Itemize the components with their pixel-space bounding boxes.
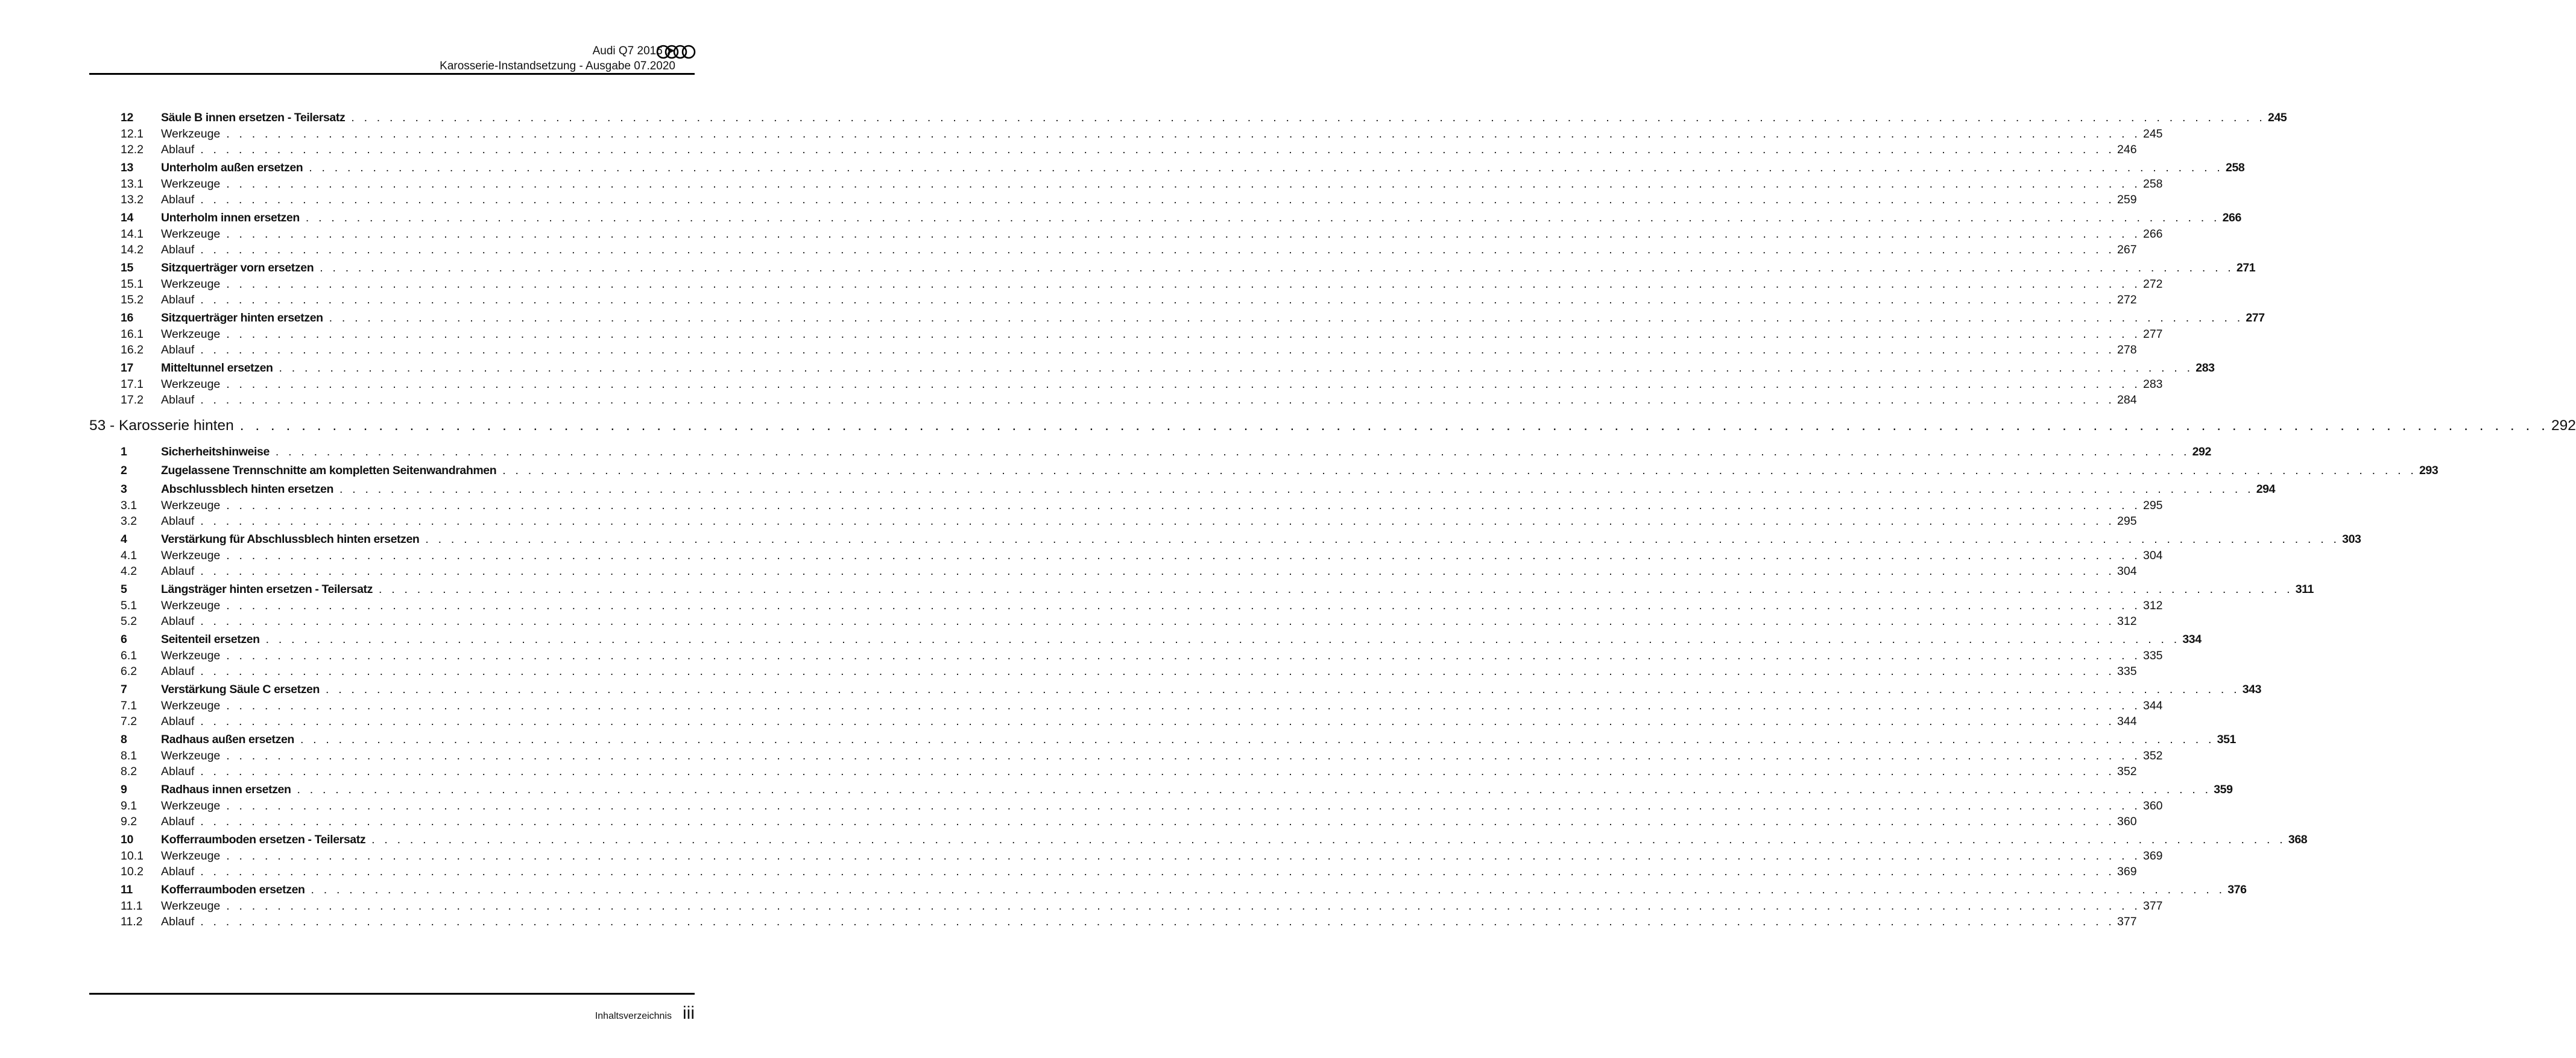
entry-page: 293 xyxy=(2419,464,2439,477)
entry-number: 17 xyxy=(121,361,133,375)
entry-page: 292 xyxy=(2551,417,2576,434)
entry-page: 295 xyxy=(2117,515,2137,528)
entry-page: 292 xyxy=(2192,445,2211,458)
dot-leader: . . . . . . . . . . . . . . . . . . . . . . . . . . . . . . . . . . . . . . . . . . . . . . . . . . . . . . . . . . . . . . . . . . . . . . . . . . . . . . . . . . . . . . . . . . . . . . . . . . . . . . . . . . . . . . . . . . . . . . . . . . . . . . . . . . . . . . . . . . . . . . . . . . . . . . xyxy=(200,243,2115,256)
entry-number: 16 xyxy=(121,311,133,325)
dot-leader: . . . . . . . . . . . . . . . . . . . . . . . . . . . . . . . . . . . . . . . . . . . . . . . . . . . . . . . . . . . . . . . . . . . . . . . . . . . . . . . . . . . . . . . . . . . . . . . . . . . . . . . . . . . . . . . . . . . . . . . . . . . . . . . . . . . . . . . . . . . . . . . . . . . . . . xyxy=(226,378,2141,391)
entry-page: 266 xyxy=(2142,227,2163,241)
entry-title: Ablauf xyxy=(161,615,195,628)
toc-entry[interactable] xyxy=(89,549,2163,565)
entry-number: 16.2 xyxy=(121,343,144,356)
entry-number: 12 xyxy=(121,111,133,124)
toc-entry[interactable] xyxy=(89,649,2163,665)
entry-page: 294 xyxy=(2256,483,2276,496)
toc-entry[interactable] xyxy=(89,209,2241,227)
entry-page: 344 xyxy=(2142,699,2163,712)
entry-title: Verstärkung Säule C ersetzen xyxy=(161,683,320,696)
toc-entry[interactable] xyxy=(89,599,2163,615)
entry-number: 14 xyxy=(121,211,133,224)
entry-title: Sicherheitshinweise xyxy=(161,445,270,458)
entry-number: 7.2 xyxy=(121,715,137,728)
dot-leader: . . . . . . . . . . . . . . . . . . . . . . . . . . . . . . . . . . . . . . . . . . . . . . . . . . . . . . . . . . . . . . . . . . . . . . . . . . . . . . . . . . . . . . . . . . . . . . . . . . . . . . . . . . . . . . . . . . . . . . . . . . . . . . . . . . . . . . . . . . . . . . . . . . . . . . xyxy=(265,633,2180,646)
entry-title: Werkzeuge xyxy=(161,378,221,391)
entry-page: 258 xyxy=(2226,161,2245,174)
entry-number: 5.1 xyxy=(121,599,137,612)
toc-entry[interactable] xyxy=(89,328,2163,343)
toc-entry[interactable] xyxy=(89,615,2137,630)
toc-entry[interactable] xyxy=(89,915,2137,931)
page-header xyxy=(440,43,675,74)
entry-title: Unterholm innen ersetzen xyxy=(161,211,300,224)
toc-entry[interactable] xyxy=(89,630,2202,649)
toc-entry[interactable] xyxy=(89,480,2276,499)
entry-number: 4.1 xyxy=(121,549,137,562)
dot-leader: . . . . . . . . . . . . . . . . . . . . . . . . . . . . . . . . . . . . . . . . . . . . . . . . . . . . . . . . . . . . . . . . . . . . . . . . . . . . . . . . . . . . . . . . . . . . . . . . . . . . . . . . . . . . . . . . . . . . . . . . . . . . . . . . . . . . . . . . . . . . . . . . . . . . . . xyxy=(279,361,2194,375)
entry-number: 13 xyxy=(121,161,133,174)
toc-entry[interactable] xyxy=(89,865,2137,881)
dot-leader: . . . . . . . . . . . . . . . . . . . . . . . . . . . . . . . . . . . . . . . . . . . . . . . . . . . . . . . . . . . . . . . . . . . . . . . . . . . . . . . . . . . . . . . . . . . . . . . . . . . . . . . . . . . . . . . . . . . . . . . . . . . . . . . . . . . . . . . . . . . . . . . . . . . . . . xyxy=(226,599,2141,612)
dot-leader: . . . . . . . . . . . . . . . . . . . . . . . . . . . . . . . . . . . . . . . . . . . . . . . . . . . . . . . . . . . . . . . . . . . . . . . . . . . . . . . . . . . . . . . . . . . . . . . . . . . . . . . . . . . . . . . . . . . . . . . . . . . . . . . . . . . . . . . . . . . . . . . . . . . . . . xyxy=(200,865,2115,878)
dot-leader: . . . . . . . . . . . . . . . . . . . . . . . . . . . . . . . . . . . . . . . . . . . . . . . . . . . . . . . . . . . . . . . . . . . . . . . . . . . . . . . . . . . . . . . . . . . . . . . . . . . . . . . . . . . . . . . . . . . . . . . . . . . . . . . . . . . . . . . . . . . . . . . . . . . . . . xyxy=(200,715,2115,728)
entry-number: 3 xyxy=(121,483,127,496)
entry-title: Mitteltunnel ersetzen xyxy=(161,361,273,375)
entry-page: 304 xyxy=(2142,549,2163,562)
entry-page: 258 xyxy=(2142,177,2163,191)
entry-number: 9.1 xyxy=(121,799,137,813)
dot-leader: . . . . . . . . . . . . . . . . . . . . . . . . . . . . . . . . . . . . . . . . . . . . . . . . . . . . . . . . . . . . . . . . . . . . . . . . . . . . . . . . . . . . . . . . . . . . . . . . . . . . . . . . . . . . . . . . . . . . . . . . . . . . . . . . . . . . . . . . . . . . . . . . . . . . . . xyxy=(200,565,2115,578)
entry-title: Sitzquerträger vorn ersetzen xyxy=(161,261,314,274)
dot-leader: . . . . . . . . . . . . . . . . . . . . . . . . . . . . . . . . . . . . . . . . . . . . . . . . . . . . . . . . . . . . . . . . . . . . . . . . . . . . . . . . . . . . . . . . . . . . . . . . . . . . . . . . . . . . . . . . . . . . . . . . . . . . . . . . . . . . . . . . . . . . . . . . . . . . . . xyxy=(200,343,2115,356)
dot-leader: . . . . . . . . . . . . . . . . . . . . . . . . . . . . . . . . . . . . . . . . . . . . . . . . . . . . . . . . . . . . . . . . . . . . . . . . . . . . . . . . . . . . . . . . . . . . . . . . . . . . . . . . . . . . . . . . . . . . . . . . . . . . . . . . . . . . . . . . . . . . . . . . . . . . . . xyxy=(200,293,2115,306)
dot-leader: . . . . . . . . . . . . . . . . . . . . . . . . . . . . . . . . . . . . . . . . . . . . . . . . . . . . . . . . . . . . . . . . . . . . . . . . . . . . . . . . . . . . . . . . . . . . . . . . . . . . . . . . . . . . . . . . . . . . . . . . . . . . . . . . . . . . . . . . . . . . . . . . . . . . . . xyxy=(200,193,2115,206)
entry-number: 15 xyxy=(121,261,133,274)
header-model: Audi Q7 2016 ➤ xyxy=(592,45,675,57)
entry-page: 271 xyxy=(2236,261,2256,274)
entry-page: 377 xyxy=(2142,899,2163,913)
entry-page: 283 xyxy=(2196,361,2215,375)
entry-title: Ablauf xyxy=(161,343,195,356)
entry-page: 360 xyxy=(2142,799,2163,813)
entry-number: 7.1 xyxy=(121,699,137,712)
page-number: iii xyxy=(683,1003,695,1023)
entry-page: 284 xyxy=(2117,393,2137,407)
entry-page: 369 xyxy=(2142,849,2163,863)
toc-entry[interactable] xyxy=(89,715,2137,730)
toc-entry[interactable] xyxy=(89,515,2137,530)
dot-leader: . . . . . . . . . . . . . . . . . . . . . . . . . . . . . . . . . . . . . . . . . . . . . . . . . . . . . . . . . . . . . . . . . . . . . . . . . . . . . . . . . . . . . . . . . . . . . . . . . . . . . . . . . . . . . . . . . . . . . . . . . . . . . . . . . . . . . . . . . . . . . . . . . . . . . . xyxy=(226,649,2141,662)
entry-number: 14.1 xyxy=(121,227,144,241)
entry-number: 4.2 xyxy=(121,565,137,578)
entry-number: 14.2 xyxy=(121,243,144,256)
entry-title: 53 - Karosserie hinten xyxy=(89,417,234,434)
entry-title: Werkzeuge xyxy=(161,649,221,662)
toc-entry[interactable] xyxy=(89,193,2137,209)
dot-leader: . . . . . . . . . . . . . . . . . . . . . . . . . . . . . . . . . . . . . . . . . . . . . . . . . . . . . . . . . . . . . . . . . . . . . . . . . . . . . . . . . . . . . . . . . . . . . . . . . . . . . . . . . . . . . . . . . . . . . . . . . . . . . . . . . . . . . . . . . . . . . . . . . . . . . . xyxy=(275,445,2190,458)
entry-title: Werkzeuge xyxy=(161,127,221,141)
entry-title: Ablauf xyxy=(161,665,195,678)
entry-title: Ablauf xyxy=(161,865,195,878)
dot-leader: . . . . . . . . . . . . . . . . . . . . . . . . . . . . . . . . . . . . . . . . . . . . . . . . . . . . . . . . . . . . . . . . . . . . . . . . . . . . . . . . . . . . . . . . . . . . . . . . . . . . . . . . . . . . . . . . . . . . . . . . . . . . . . . . . . . . . . . . . . . . . . . . . . . . . . xyxy=(339,483,2254,496)
dot-leader: . . . . . . . . . . . . . . . . . . . . . . . . . . . . . . . . . . . . . . . . . . . . . . . . . . . . . . . . . . . . . . . . . . . . . . . . . . . . . . . . . . . . . . . . . . . . . . . . . . . . . . . . . . . . . . . . . . . . . . . . . . . . . . . . . . . . . . . . . . . . . . . . . . . . . . xyxy=(226,749,2141,762)
entry-title: Ablauf xyxy=(161,143,195,156)
dot-leader: . . . . . . . . . . . . . . . . . . . . . . . . . . . . . . . . . . . . . . . . . . . . . . . . . . . . . . . . . . . . . . . . . . . . . . . . . . . . . . . . . . . . . . . . . . . . . . . . . . . . . . . . . . . . . . . . . . . . . . . . . . . . . . . . . . . . . . . . . . . . . . . . . . . . . . xyxy=(200,815,2115,828)
entry-title: Seitenteil ersetzen xyxy=(161,633,260,646)
table-of-contents xyxy=(89,109,2576,931)
dot-leader: . . . . . . . . . . . . . . . . . . . . . . . . . . . . . . . . . . . . . . . . . . . . . . . . . . . . . . . . . . . . . . . . . . . . . . . . . . . . . . . . . . . . . . . . . . . . . . . . . . . . . . . . . . . . . . . . . . . . . . . . . . . . . . . . . . . . . . . . . . . . . . . . . . . . . . xyxy=(326,683,2240,696)
entry-number: 9 xyxy=(121,783,127,796)
entry-number: 12.2 xyxy=(121,143,144,156)
entry-page: 334 xyxy=(2182,633,2202,646)
dot-leader: . . . . . . . . . . . . . . . . . . . . . . . . . . . . . . . . . . . . . . . . . . . . . . . . . . . . . . . . . . . . . . . . . . . . . . . . . . . . . . . . . . . . . . . . . . . . . . . . . . . . . . . . . . . . . . . . . . . . . . . . . . . . . . . . . . . . . . . . . . . . . . . . . . . . . . xyxy=(320,261,2234,274)
toc-entry[interactable] xyxy=(89,359,2215,378)
toc-entry[interactable] xyxy=(89,443,2211,461)
entry-title: Ablauf xyxy=(161,565,195,578)
toc-entry[interactable] xyxy=(89,293,2137,309)
toc-entry[interactable] xyxy=(89,815,2137,831)
dot-leader: . . . . . . . . . . . . . . . . . . . . . . . . . . . . . . . . . . . . . . . . . . . . . . . . . . . . . . . . . . . . . . . . . . . . . . . . . . . . . . . . . . . . . . . . . . . . . . . . . . . . . . . . . . . . . . . . . . . . . . . . . . . . . . . . . . . . . . . . . . . . . . . . . . . . . . xyxy=(297,783,2212,796)
dot-leader: . . . . . . . . . . . . . . . . . . . . . . . . . . . . . . . . . . . . . . . . . . . . . . . . . . . . . . . . . . . . . . . . . . . . . . . . . . . . . . . . . . . . . . . . . . . . . . . . . . . . . . . . . . . . . . . . . . . . . . . . . . . . . . . . . . . . . . . . . . . . . . . . . . . . . . xyxy=(351,111,2266,124)
entry-number: 3.1 xyxy=(121,499,137,512)
entry-page: 303 xyxy=(2342,533,2361,546)
audi-logo-icon xyxy=(656,45,696,59)
entry-page: 295 xyxy=(2142,499,2163,512)
entry-number: 5.2 xyxy=(121,615,137,628)
entry-page: 351 xyxy=(2217,733,2236,746)
entry-page: 277 xyxy=(2246,311,2265,325)
entry-title: Werkzeuge xyxy=(161,699,221,712)
toc-entry[interactable] xyxy=(89,730,2236,749)
toc-entry[interactable] xyxy=(89,831,2308,849)
dot-leader: . . . . . . . . . . . . . . . . . . . . . . . . . . . . . . . . . . . . . . . . . . . . . . . . . . . . . . . . . . . . . . . . . . . . . . . . . . . . . . . . . . . . . . . . . . . . . . . . . . . . . . . . . . . . . . . . . . . . . . . . . . . . . . . . . . . . . . . . . . . . . . . . . . . . . . xyxy=(239,417,2549,434)
dot-leader: . . . . . . . . . . . . . . . . . . . . . . . . . . . . . . . . . . . . . . . . . . . . . . . . . . . . . . . . . . . . . . . . . . . . . . . . . . . . . . . . . . . . . . . . . . . . . . . . . . . . . . . . . . . . . . . . . . . . . . . . . . . . . . . . . . . . . . . . . . . . . . . . . . . . . . xyxy=(311,883,2226,896)
entry-number: 6 xyxy=(121,633,127,646)
entry-number: 13.1 xyxy=(121,177,144,191)
entry-number: 10.1 xyxy=(121,849,144,863)
entry-page: 377 xyxy=(2117,915,2137,928)
entry-page: 311 xyxy=(2295,583,2314,596)
entry-title: Werkzeuge xyxy=(161,277,221,291)
entry-title: Ablauf xyxy=(161,293,195,306)
toc-entry[interactable] xyxy=(89,899,2163,915)
toc-entry[interactable] xyxy=(89,243,2137,259)
entry-title: Radhaus außen ersetzen xyxy=(161,733,294,746)
entry-page: 259 xyxy=(2117,193,2137,206)
toc-entry[interactable] xyxy=(89,109,2287,127)
dot-leader: . . . . . . . . . . . . . . . . . . . . . . . . . . . . . . . . . . . . . . . . . . . . . . . . . . . . . . . . . . . . . . . . . . . . . . . . . . . . . . . . . . . . . . . . . . . . . . . . . . . . . . . . . . . . . . . . . . . . . . . . . . . . . . . . . . . . . . . . . . . . . . . . . . . . . . xyxy=(226,699,2141,712)
toc-entry[interactable] xyxy=(89,159,2245,177)
entry-number: 10.2 xyxy=(121,865,144,878)
entry-number: 8.1 xyxy=(121,749,137,762)
toc-entry[interactable] xyxy=(89,277,2163,293)
entry-number: 11.2 xyxy=(121,915,143,928)
entry-number: 8 xyxy=(121,733,127,746)
dot-leader: . . . . . . . . . . . . . . . . . . . . . . . . . . . . . . . . . . . . . . . . . . . . . . . . . . . . . . . . . . . . . . . . . . . . . . . . . . . . . . . . . . . . . . . . . . . . . . . . . . . . . . . . . . . . . . . . . . . . . . . . . . . . . . . . . . . . . . . . . . . . . . . . . . . . . . xyxy=(200,393,2115,407)
entry-title: Kofferraumboden ersetzen xyxy=(161,883,305,896)
entry-page: 245 xyxy=(2142,127,2163,141)
entry-number: 3.2 xyxy=(121,515,137,528)
dot-leader: . . . . . . . . . . . . . . . . . . . . . . . . . . . . . . . . . . . . . . . . . . . . . . . . . . . . . . . . . . . . . . . . . . . . . . . . . . . . . . . . . . . . . . . . . . . . . . . . . . . . . . . . . . . . . . . . . . . . . . . . . . . . . . . . . . . . . . . . . . . . . . . . . . . . . . xyxy=(226,127,2141,141)
entry-title: Werkzeuge xyxy=(161,799,221,813)
entry-number: 15.1 xyxy=(121,277,144,291)
dot-leader: . . . . . . . . . . . . . . . . . . . . . . . . . . . . . . . . . . . . . . . . . . . . . . . . . . . . . . . . . . . . . . . . . . . . . . . . . . . . . . . . . . . . . . . . . . . . . . . . . . . . . . . . . . . . . . . . . . . . . . . . . . . . . . . . . . . . . . . . . . . . . . . . . . . . . . xyxy=(226,549,2141,562)
toc-entry[interactable] xyxy=(89,143,2137,159)
dot-leader: . . . . . . . . . . . . . . . . . . . . . . . . . . . . . . . . . . . . . . . . . . . . . . . . . . . . . . . . . . . . . . . . . . . . . . . . . . . . . . . . . . . . . . . . . . . . . . . . . . . . . . . . . . . . . . . . . . . . . . . . . . . . . . . . . . . . . . . . . . . . . . . . . . . . . . xyxy=(226,849,2141,863)
entry-number: 11.1 xyxy=(121,899,143,913)
toc-entry[interactable] xyxy=(89,699,2163,715)
toc-entry[interactable] xyxy=(89,127,2163,143)
entry-page: 312 xyxy=(2142,599,2163,612)
entry-number: 7 xyxy=(121,683,127,696)
dot-leader: . . . . . . . . . . . . . . . . . . . . . . . . . . . . . . . . . . . . . . . . . . . . . . . . . . . . . . . . . . . . . . . . . . . . . . . . . . . . . . . . . . . . . . . . . . . . . . . . . . . . . . . . . . . . . . . . . . . . . . . . . . . . . . . . . . . . . . . . . . . . . . . . . . . . . . xyxy=(226,227,2141,241)
dot-leader: . . . . . . . . . . . . . . . . . . . . . . . . . . . . . . . . . . . . . . . . . . . . . . . . . . . . . . . . . . . . . . . . . . . . . . . . . . . . . . . . . . . . . . . . . . . . . . . . . . . . . . . . . . . . . . . . . . . . . . . . . . . . . . . . . . . . . . . . . . . . . . . . . . . . . . xyxy=(329,311,2244,325)
toc-entry[interactable] xyxy=(89,227,2163,243)
entry-page: 344 xyxy=(2117,715,2137,728)
entry-title: Ablauf xyxy=(161,715,195,728)
toc-entry[interactable] xyxy=(89,765,2137,781)
dot-leader: . . . . . . . . . . . . . . . . . . . . . . . . . . . . . . . . . . . . . . . . . . . . . . . . . . . . . . . . . . . . . . . . . . . . . . . . . . . . . . . . . . . . . . . . . . . . . . . . . . . . . . . . . . . . . . . . . . . . . . . . . . . . . . . . . . . . . . . . . . . . . . . . . . . . . . xyxy=(200,765,2115,778)
entry-number: 6.1 xyxy=(121,649,137,662)
entry-number: 12.1 xyxy=(121,127,144,141)
entry-title: Werkzeuge xyxy=(161,749,221,762)
entry-title: Verstärkung für Abschlussblech hinten ersetzen xyxy=(161,533,420,546)
entry-page: 335 xyxy=(2142,649,2163,662)
entry-page: 246 xyxy=(2117,143,2137,156)
entry-number: 17.2 xyxy=(121,393,144,407)
dot-leader: . . . . . . . . . . . . . . . . . . . . . . . . . . . . . . . . . . . . . . . . . . . . . . . . . . . . . . . . . . . . . . . . . . . . . . . . . . . . . . . . . . . . . . . . . . . . . . . . . . . . . . . . . . . . . . . . . . . . . . . . . . . . . . . . . . . . . . . . . . . . . . . . . . . . . . xyxy=(226,177,2141,191)
entry-number: 4 xyxy=(121,533,127,546)
dot-leader: . . . . . . . . . . . . . . . . . . . . . . . . . . . . . . . . . . . . . . . . . . . . . . . . . . . . . . . . . . . . . . . . . . . . . . . . . . . . . . . . . . . . . . . . . . . . . . . . . . . . . . . . . . . . . . . . . . . . . . . . . . . . . . . . . . . . . . . . . . . . . . . . . . . . . . xyxy=(200,915,2115,928)
entry-page: 369 xyxy=(2117,865,2137,878)
toc-entry[interactable] xyxy=(89,259,2256,277)
entry-title: Ablauf xyxy=(161,193,195,206)
toc-entry[interactable] xyxy=(89,499,2163,515)
header-manual-title: Karosserie-Instandsetzung - Ausgabe 07.2020 xyxy=(440,60,675,72)
dot-leader: . . . . . . . . . . . . . . . . . . . . . . . . . . . . . . . . . . . . . . . . . . . . . . . . . . . . . . . . . . . . . . . . . . . . . . . . . . . . . . . . . . . . . . . . . . . . . . . . . . . . . . . . . . . . . . . . . . . . . . . . . . . . . . . . . . . . . . . . . . . . . . . . . . . . . . xyxy=(379,583,2293,596)
entry-title: Zugelassene Trennschnitte am kompletten Seitenwandrahmen xyxy=(161,464,497,477)
dot-leader: . . . . . . . . . . . . . . . . . . . . . . . . . . . . . . . . . . . . . . . . . . . . . . . . . . . . . . . . . . . . . . . . . . . . . . . . . . . . . . . . . . . . . . . . . . . . . . . . . . . . . . . . . . . . . . . . . . . . . . . . . . . . . . . . . . . . . . . . . . . . . . . . . . . . . . xyxy=(200,665,2115,678)
entry-title: Unterholm außen ersetzen xyxy=(161,161,303,174)
entry-title: Werkzeuge xyxy=(161,227,221,241)
toc-entry[interactable] xyxy=(89,378,2163,393)
entry-title: Radhaus innen ersetzen xyxy=(161,783,291,796)
dot-leader: . . . . . . . . . . . . . . . . . . . . . . . . . . . . . . . . . . . . . . . . . . . . . . . . . . . . . . . . . . . . . . . . . . . . . . . . . . . . . . . . . . . . . . . . . . . . . . . . . . . . . . . . . . . . . . . . . . . . . . . . . . . . . . . . . . . . . . . . . . . . . . . . . . . . . . xyxy=(226,499,2141,512)
dot-leader: . . . . . . . . . . . . . . . . . . . . . . . . . . . . . . . . . . . . . . . . . . . . . . . . . . . . . . . . . . . . . . . . . . . . . . . . . . . . . . . . . . . . . . . . . . . . . . . . . . . . . . . . . . . . . . . . . . . . . . . . . . . . . . . . . . . . . . . . . . . . . . . . . . . . . . xyxy=(226,328,2141,341)
dot-leader: . . . . . . . . . . . . . . . . . . . . . . . . . . . . . . . . . . . . . . . . . . . . . . . . . . . . . . . . . . . . . . . . . . . . . . . . . . . . . . . . . . . . . . . . . . . . . . . . . . . . . . . . . . . . . . . . . . . . . . . . . . . . . . . . . . . . . . . . . . . . . . . . . . . . . . xyxy=(226,899,2141,913)
entry-title: Ablauf xyxy=(161,815,195,828)
footer-rule xyxy=(89,993,695,995)
entry-title: Werkzeuge xyxy=(161,328,221,341)
toc-entry[interactable] xyxy=(89,665,2137,680)
entry-page: 368 xyxy=(2288,833,2308,846)
entry-page: 360 xyxy=(2117,815,2137,828)
entry-page: 352 xyxy=(2142,749,2163,762)
dot-leader: . . . . . . . . . . . . . . . . . . . . . . . . . . . . . . . . . . . . . . . . . . . . . . . . . . . . . . . . . . . . . . . . . . . . . . . . . . . . . . . . . . . . . . . . . . . . . . . . . . . . . . . . . . . . . . . . . . . . . . . . . . . . . . . . . . . . . . . . . . . . . . . . . . . . . . xyxy=(226,799,2141,813)
toc-entry[interactable] xyxy=(89,530,2361,549)
entry-page: 283 xyxy=(2142,378,2163,391)
entry-title: Ablauf xyxy=(161,915,195,928)
entry-title: Werkzeuge xyxy=(161,899,221,913)
entry-title: Werkzeuge xyxy=(161,849,221,863)
toc-entry[interactable] xyxy=(89,580,2314,599)
entry-number: 1 xyxy=(121,445,127,458)
toc-entry[interactable] xyxy=(89,799,2163,815)
toc-entry[interactable] xyxy=(89,565,2137,580)
entry-page: 376 xyxy=(2227,883,2247,896)
header-rule xyxy=(89,73,695,75)
entry-title: Werkzeuge xyxy=(161,177,221,191)
dot-leader: . . . . . . . . . . . . . . . . . . . . . . . . . . . . . . . . . . . . . . . . . . . . . . . . . . . . . . . . . . . . . . . . . . . . . . . . . . . . . . . . . . . . . . . . . . . . . . . . . . . . . . . . . . . . . . . . . . . . . . . . . . . . . . . . . . . . . . . . . . . . . . . . . . . . . . xyxy=(300,733,2215,746)
toc-entry[interactable] xyxy=(89,343,2137,359)
entry-page: 352 xyxy=(2117,765,2137,778)
entry-page: 266 xyxy=(2222,211,2241,224)
toc-entry[interactable] xyxy=(89,749,2163,765)
toc-chapter[interactable] xyxy=(89,409,2576,442)
toc-entry[interactable] xyxy=(89,177,2163,193)
entry-number: 10 xyxy=(121,833,133,846)
entry-page: 343 xyxy=(2242,683,2262,696)
toc-entry[interactable] xyxy=(89,849,2163,865)
entry-page: 304 xyxy=(2117,565,2137,578)
entry-page: 278 xyxy=(2117,343,2137,356)
entry-number: 2 xyxy=(121,464,127,477)
entry-title: Werkzeuge xyxy=(161,599,221,612)
toc-entry[interactable] xyxy=(89,680,2262,699)
entry-number: 9.2 xyxy=(121,815,137,828)
entry-title: Sitzquerträger hinten ersetzen xyxy=(161,311,323,325)
dot-leader: . . . . . . . . . . . . . . . . . . . . . . . . . . . . . . . . . . . . . . . . . . . . . . . . . . . . . . . . . . . . . . . . . . . . . . . . . . . . . . . . . . . . . . . . . . . . . . . . . . . . . . . . . . . . . . . . . . . . . . . . . . . . . . . . . . . . . . . . . . . . . . . . . . . . . . xyxy=(305,211,2220,224)
toc-entry[interactable] xyxy=(89,393,2137,409)
dot-leader: . . . . . . . . . . . . . . . . . . . . . . . . . . . . . . . . . . . . . . . . . . . . . . . . . . . . . . . . . . . . . . . . . . . . . . . . . . . . . . . . . . . . . . . . . . . . . . . . . . . . . . . . . . . . . . . . . . . . . . . . . . . . . . . . . . . . . . . . . . . . . . . . . . . . . . xyxy=(226,277,2141,291)
entry-page: 335 xyxy=(2117,665,2137,678)
entry-title: Säule B innen ersetzen - Teilersatz xyxy=(161,111,346,124)
toc-entry[interactable] xyxy=(89,309,2265,328)
dot-leader: . . . . . . . . . . . . . . . . . . . . . . . . . . . . . . . . . . . . . . . . . . . . . . . . . . . . . . . . . . . . . . . . . . . . . . . . . . . . . . . . . . . . . . . . . . . . . . . . . . . . . . . . . . . . . . . . . . . . . . . . . . . . . . . . . . . . . . . . . . . . . . . . . . . . . . xyxy=(200,615,2115,628)
dot-leader: . . . . . . . . . . . . . . . . . . . . . . . . . . . . . . . . . . . . . . . . . . . . . . . . . . . . . . . . . . . . . . . . . . . . . . . . . . . . . . . . . . . . . . . . . . . . . . . . . . . . . . . . . . . . . . . . . . . . . . . . . . . . . . . . . . . . . . . . . . . . . . . . . . . . . . xyxy=(425,533,2340,546)
entry-title: Längsträger hinten ersetzen - Teilersatz xyxy=(161,583,373,596)
entry-number: 16.1 xyxy=(121,328,144,341)
entry-title: Ablauf xyxy=(161,765,195,778)
entry-title: Abschlussblech hinten ersetzen xyxy=(161,483,333,496)
entry-title: Kofferraumboden ersetzen - Teilersatz xyxy=(161,833,366,846)
entry-title: Werkzeuge xyxy=(161,549,221,562)
dot-leader: . . . . . . . . . . . . . . . . . . . . . . . . . . . . . . . . . . . . . . . . . . . . . . . . . . . . . . . . . . . . . . . . . . . . . . . . . . . . . . . . . . . . . . . . . . . . . . . . . . . . . . . . . . . . . . . . . . . . . . . . . . . . . . . . . . . . . . . . . . . . . . . . . . . . . . xyxy=(200,515,2115,528)
entry-title: Ablauf xyxy=(161,243,195,256)
entry-page: 359 xyxy=(2214,783,2233,796)
toc-entry[interactable] xyxy=(89,881,2247,899)
entry-number: 5 xyxy=(121,583,127,596)
dot-leader: . . . . . . . . . . . . . . . . . . . . . . . . . . . . . . . . . . . . . . . . . . . . . . . . . . . . . . . . . . . . . . . . . . . . . . . . . . . . . . . . . . . . . . . . . . . . . . . . . . . . . . . . . . . . . . . . . . . . . . . . . . . . . . . . . . . . . . . . . . . . . . . . . . . . . . xyxy=(200,143,2115,156)
entry-number: 11 xyxy=(121,883,133,896)
entry-page: 245 xyxy=(2268,111,2287,124)
dot-leader: . . . . . . . . . . . . . . . . . . . . . . . . . . . . . . . . . . . . . . . . . . . . . . . . . . . . . . . . . . . . . . . . . . . . . . . . . . . . . . . . . . . . . . . . . . . . . . . . . . . . . . . . . . . . . . . . . . . . . . . . . . . . . . . . . . . . . . . . . . . . . . . . . . . . . . xyxy=(502,464,2417,477)
entry-number: 15.2 xyxy=(121,293,144,306)
page-footer xyxy=(595,1003,695,1024)
toc-entry[interactable] xyxy=(89,461,2439,480)
entry-page: 312 xyxy=(2117,615,2137,628)
entry-number: 17.1 xyxy=(121,378,144,391)
entry-page: 272 xyxy=(2117,293,2137,306)
entry-page: 272 xyxy=(2142,277,2163,291)
toc-entry[interactable] xyxy=(89,781,2233,799)
dot-leader: . . . . . . . . . . . . . . . . . . . . . . . . . . . . . . . . . . . . . . . . . . . . . . . . . . . . . . . . . . . . . . . . . . . . . . . . . . . . . . . . . . . . . . . . . . . . . . . . . . . . . . . . . . . . . . . . . . . . . . . . . . . . . . . . . . . . . . . . . . . . . . . . . . . . . . xyxy=(371,833,2286,846)
dot-leader: . . . . . . . . . . . . . . . . . . . . . . . . . . . . . . . . . . . . . . . . . . . . . . . . . . . . . . . . . . . . . . . . . . . . . . . . . . . . . . . . . . . . . . . . . . . . . . . . . . . . . . . . . . . . . . . . . . . . . . . . . . . . . . . . . . . . . . . . . . . . . . . . . . . . . . xyxy=(309,161,2223,174)
entry-number: 8.2 xyxy=(121,765,137,778)
entry-title: Ablauf xyxy=(161,393,195,407)
entry-title: Ablauf xyxy=(161,515,195,528)
footer-section: Inhaltsverzeichnis xyxy=(595,1011,672,1021)
entry-title: Werkzeuge xyxy=(161,499,221,512)
entry-number: 6.2 xyxy=(121,665,137,678)
entry-page: 277 xyxy=(2142,328,2163,341)
entry-page: 267 xyxy=(2117,243,2137,256)
entry-number: 13.2 xyxy=(121,193,144,206)
